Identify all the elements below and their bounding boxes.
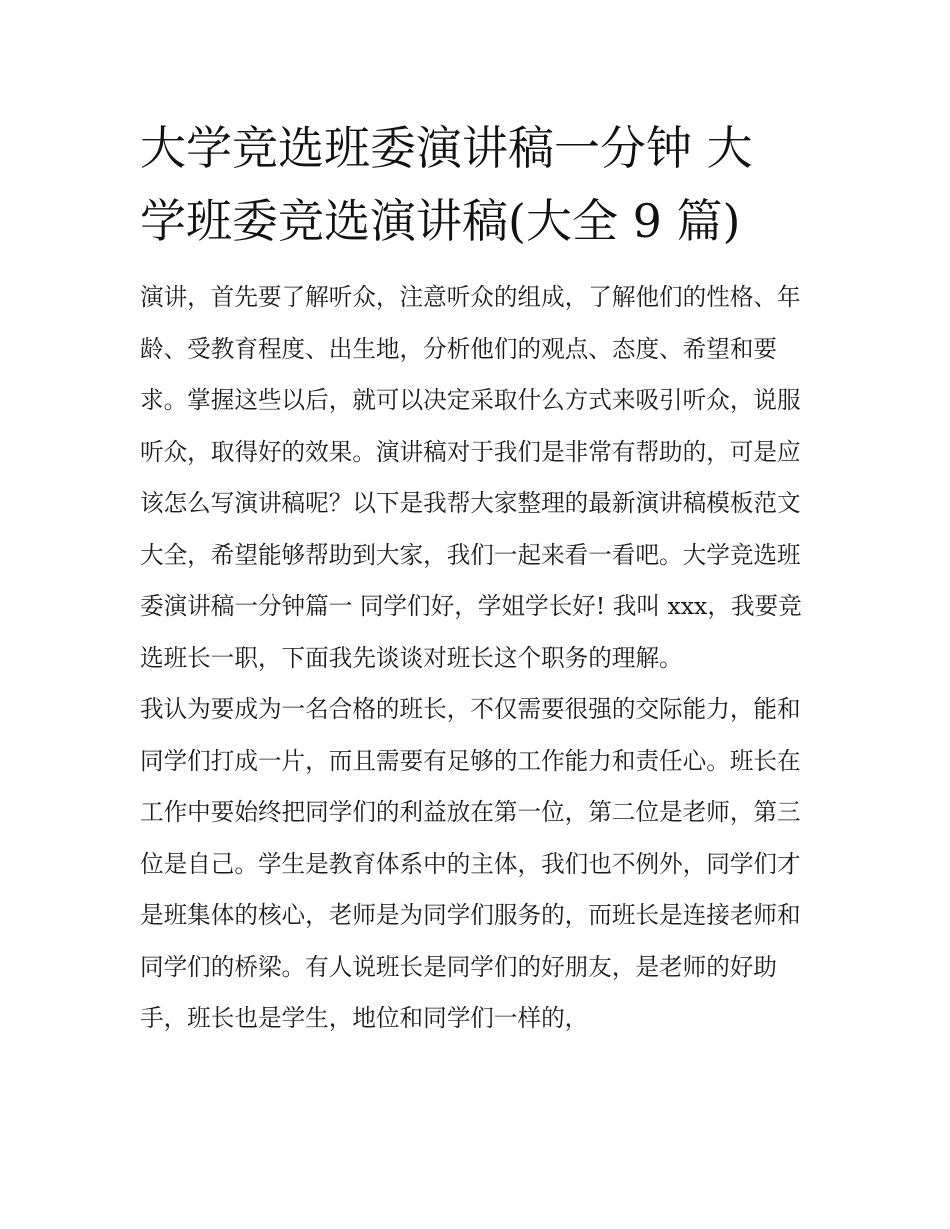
document-title	[140, 112, 812, 258]
title-line-2: 学班委竞选演讲稿(大全 9 篇)	[140, 194, 741, 248]
title-line-1: 大学竞选班委演讲稿一分钟 大	[140, 121, 753, 175]
document-page	[140, 112, 812, 1045]
paragraph-main: 我认为要成为一名合格的班长，不仅需要很强的交际能力，能和同学们打成一片，而且需要有足够的工作能力和责任心。班长在工作中要始终把同学们的利益放在第一位，第二位是老师，第三位是自己。学生是教育体系中的主体，我们也不例外，同学们才是班集体的核心，老师是为同学们服务的，而班长是连接老师和同学们的桥梁。有人说班长是同学们的好朋友，是老师的好助手，班长也是学生，地位和同学们一样的，	[140, 695, 801, 1032]
paragraph-intro: 演讲，首先要了解听众，注意听众的组成，了解他们的性格、年龄、受教育程度、出生地，分析他们的观点、态度、希望和要求。掌握这些以后，就可以决定采取什么方式来吸引听众，说服听众，取得好的效果。演讲稿对于我们是非常有帮助的，可是应该怎么写演讲稿呢？以下是我帮大家整理的最新演讲稿模板范文大全，希望能够帮助到大家，我们一起来看一看吧。大学竞选班委演讲稿一分钟篇一 同学们好，学姐学长好! 我叫 xxx，我要竞选班长一职，下面我先谈谈对班长这个职务的理解。	[140, 283, 802, 672]
